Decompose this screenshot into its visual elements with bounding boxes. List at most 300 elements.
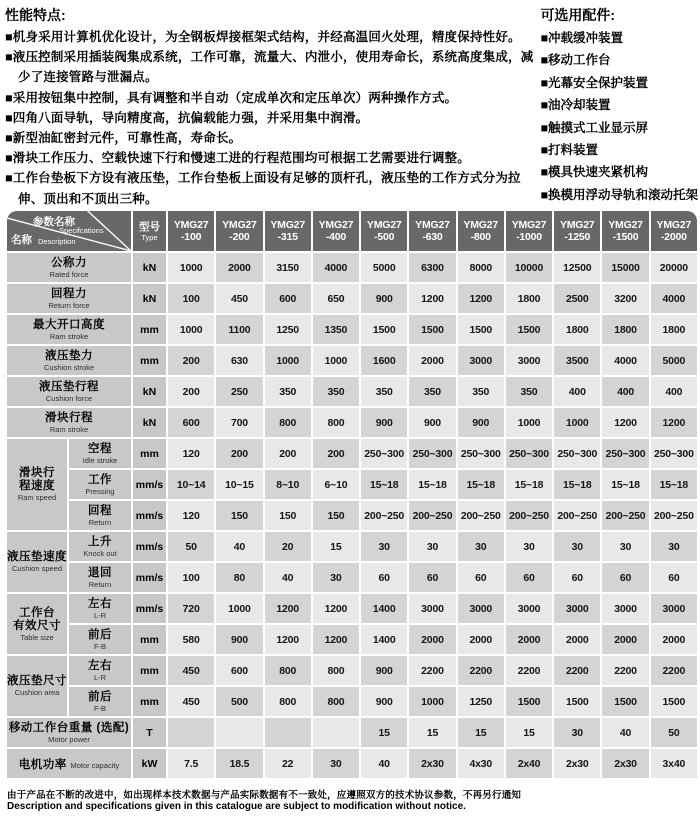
spec-value-cell: 3200 [602, 284, 648, 313]
spec-value-cell: 200~250 [651, 501, 697, 530]
spec-value-cell: 1500 [409, 315, 455, 344]
spec-value-cell: 200~250 [458, 501, 504, 530]
spec-value-cell: 3000 [651, 594, 697, 623]
unit-cell: mm [133, 315, 166, 344]
footer-note-en: Description and specifications given in this catalogue are subject to modification without notice. [7, 801, 466, 812]
table-row [7, 470, 697, 499]
row-label-zh: 移动工作台重量 (选配) [8, 721, 130, 734]
model-name: YMG27 [366, 218, 402, 231]
spec-value-cell: 1500 [506, 687, 552, 716]
spec-value-cell: 450 [216, 284, 262, 313]
spec-value-cell: 1000 [554, 408, 600, 437]
model-header-cell [651, 211, 697, 251]
spec-value-cell: 30 [651, 532, 697, 561]
spec-value-cell: 30 [554, 532, 600, 561]
spec-value-cell: 250 [216, 377, 262, 406]
spec-value-cell: 1500 [458, 315, 504, 344]
spec-value-cell: 200 [216, 439, 262, 468]
row-sub-label [69, 656, 131, 685]
spec-value-cell: 150 [265, 501, 311, 530]
model-number: -315 [277, 231, 298, 243]
model-number: -400 [325, 231, 347, 243]
model-name: YMG27 [463, 218, 499, 231]
spec-value-cell: 600 [265, 284, 311, 313]
spec-value-cell: 1400 [361, 594, 407, 623]
spec-value-cell: 2x30 [409, 749, 455, 778]
table-corner-cell [7, 211, 131, 251]
model-header-cell [168, 211, 214, 251]
spec-value-cell: 7.5 [168, 749, 214, 778]
corner-label-specs-zh: 参数名称 [33, 216, 75, 228]
row-sub-label [69, 439, 131, 468]
row-label-en: Motor power [48, 734, 90, 744]
spec-value-cell: 350 [265, 377, 311, 406]
spec-value-cell: 3000 [458, 346, 504, 375]
spec-value-cell: 250~300 [409, 439, 455, 468]
spec-value-cell: 1000 [313, 346, 359, 375]
spec-table [5, 209, 699, 780]
row-group-label [7, 656, 67, 716]
spec-value-cell: 800 [313, 408, 359, 437]
row-label-en: Return force [48, 300, 90, 310]
spec-table-head-row [7, 211, 697, 251]
spec-value-cell: 900 [361, 284, 407, 313]
row-group-label-zh: 程速度 [19, 480, 55, 492]
table-row [7, 346, 697, 375]
spec-value-cell: 150 [216, 501, 262, 530]
row-label [7, 346, 131, 375]
unit-cell: mm [133, 656, 166, 685]
spec-value-cell: 2x30 [602, 749, 648, 778]
spec-value-cell: 800 [313, 687, 359, 716]
spec-value-cell: 600 [216, 656, 262, 685]
spec-value-cell: 800 [265, 687, 311, 716]
spec-value-cell: 900 [458, 408, 504, 437]
row-group-label-en: Cushion speed [11, 564, 63, 573]
row-sub-label-en: Idle stroke [82, 455, 118, 465]
model-name: YMG27 [173, 218, 209, 231]
spec-value-cell: 1200 [265, 594, 311, 623]
row-label [7, 284, 131, 313]
spec-value-cell: 900 [361, 408, 407, 437]
spec-value-cell: 2x40 [506, 749, 552, 778]
row-group-label-en: Ram speed [17, 493, 57, 502]
row-group-label-en: Table size [20, 632, 54, 642]
row-sub-label-en: F-B [93, 703, 107, 713]
spec-value-cell: 60 [602, 563, 648, 592]
model-name: YMG27 [318, 218, 354, 231]
row-label [7, 749, 131, 778]
spec-value-cell: 60 [361, 563, 407, 592]
spec-value-cell: 30 [554, 718, 600, 747]
spec-value-cell: 1000 [506, 408, 552, 437]
spec-value-cell: 400 [602, 377, 648, 406]
spec-value-cell: 15~18 [506, 470, 552, 499]
row-sub-label-en: L-R [93, 672, 107, 682]
type-header-en: Type [141, 232, 158, 242]
spec-value-cell: 2200 [651, 656, 697, 685]
feature-item: ■滑块工作压力、空载快速下行和慢速工进的行程范围均可根据工艺需要进行调整。 [5, 151, 470, 166]
spec-value-cell: 15 [313, 532, 359, 561]
spec-value-cell: 200~250 [602, 501, 648, 530]
spec-value-cell: 2500 [554, 284, 600, 313]
spec-value-cell: 1800 [602, 315, 648, 344]
spec-value-cell: 1200 [409, 284, 455, 313]
spec-value-cell: 5000 [651, 346, 697, 375]
unit-cell: mm [133, 439, 166, 468]
spec-value-cell: 2000 [216, 253, 262, 282]
spec-value-cell: 2000 [458, 625, 504, 654]
spec-value-cell: 1500 [506, 315, 552, 344]
spec-value-cell: 1200 [313, 594, 359, 623]
spec-value-cell: 40 [216, 532, 262, 561]
feature-item: ■新型油缸密封元件，可靠性高，寿命长。 [5, 131, 242, 146]
table-row [7, 253, 697, 282]
spec-value-cell: 40 [265, 563, 311, 592]
spec-value-cell: 1350 [313, 315, 359, 344]
type-header-cell [133, 211, 166, 251]
unit-cell: mm/s [133, 563, 166, 592]
spec-value-cell: 250~300 [651, 439, 697, 468]
accessory-item: ■冲载缓冲装置 [540, 31, 623, 45]
table-row [7, 594, 697, 623]
spec-value-cell: 1200 [265, 625, 311, 654]
spec-value-cell: 10000 [506, 253, 552, 282]
spec-value-cell: 15~18 [361, 470, 407, 499]
row-group-label [7, 439, 67, 530]
row-sub-label-en: F-B [93, 641, 107, 651]
row-label-zh: 液压垫力 [45, 349, 93, 362]
spec-value-cell: 900 [409, 408, 455, 437]
row-label [7, 408, 131, 437]
spec-value-cell: 1000 [168, 253, 214, 282]
spec-value-cell: 18.5 [216, 749, 262, 778]
spec-value-cell: 100 [168, 284, 214, 313]
table-row [7, 377, 697, 406]
spec-value-cell: 2200 [506, 656, 552, 685]
model-number: -1500 [612, 231, 639, 243]
spec-value-cell: 60 [409, 563, 455, 592]
spec-value-cell: 1500 [651, 687, 697, 716]
spec-value-cell: 15~18 [458, 470, 504, 499]
spec-value-cell: 3000 [602, 594, 648, 623]
table-row [7, 501, 697, 530]
model-name: YMG27 [415, 218, 450, 231]
row-label-zh: 液压垫行程 [39, 380, 99, 393]
spec-value-cell: 40 [361, 749, 407, 778]
feature-item: ■机身采用计算机优化设计，为全钢板焊接框架式结构，并经高温回火处理，精度保持性好。 [5, 30, 521, 44]
spec-value-cell: 15 [361, 718, 407, 747]
corner-label-name-zh: 名称 [11, 234, 32, 246]
unit-cell: mm [133, 687, 166, 716]
spec-value-cell [313, 718, 359, 747]
model-number: -500 [374, 231, 395, 243]
row-sub-label-zh: 回程 [88, 504, 112, 517]
spec-value-cell: 1800 [651, 315, 697, 344]
row-group-label-en: Cushion area [14, 688, 60, 697]
row-label [7, 718, 131, 747]
spec-value-cell: 1600 [361, 346, 407, 375]
spec-value-cell: 60 [554, 563, 600, 592]
spec-value-cell: 4000 [651, 284, 697, 313]
spec-value-cell: 1500 [554, 687, 600, 716]
spec-value-cell: 1000 [168, 315, 214, 344]
spec-value-cell: 200~250 [361, 501, 407, 530]
model-header-cell [409, 211, 455, 251]
unit-cell: mm/s [133, 501, 166, 530]
row-label-en: Ram stroke [49, 424, 89, 434]
spec-value-cell: 900 [361, 656, 407, 685]
spec-value-cell: 22 [265, 749, 311, 778]
spec-value-cell: 100 [168, 563, 214, 592]
model-name: YMG27 [270, 218, 305, 231]
spec-value-cell: 30 [506, 532, 552, 561]
accessory-item: ■油冷却装置 [540, 98, 611, 113]
spec-value-cell: 20 [265, 532, 311, 561]
spec-value-cell: 20000 [651, 253, 697, 282]
spec-value-cell: 2000 [602, 625, 648, 654]
table-row [7, 315, 697, 344]
row-sub-label [69, 563, 131, 592]
spec-value-cell: 15~18 [409, 470, 455, 499]
row-group-label-zh: 工作台 [19, 606, 55, 619]
row-group-label-zh: 滑块行 [19, 467, 55, 479]
spec-value-cell: 8000 [458, 253, 504, 282]
row-sub-label-zh: 空程 [88, 442, 112, 455]
spec-value-cell: 2200 [602, 656, 648, 685]
spec-value-cell: 1800 [506, 284, 552, 313]
row-sub-label-en: Knock out [83, 548, 117, 558]
spec-value-cell: 800 [313, 656, 359, 685]
spec-value-cell: 2200 [409, 656, 455, 685]
spec-value-cell: 450 [168, 656, 214, 685]
spec-value-cell: 580 [168, 625, 214, 654]
model-number: -200 [229, 231, 250, 243]
table-row [7, 532, 697, 561]
table-row [7, 625, 697, 654]
model-number: -1250 [564, 231, 591, 243]
spec-value-cell: 120 [168, 439, 214, 468]
unit-cell: mm/s [133, 532, 166, 561]
row-sub-label-zh: 上升 [88, 535, 112, 548]
table-row [7, 749, 697, 778]
spec-value-cell [168, 718, 214, 747]
spec-value-cell: 350 [409, 377, 455, 406]
spec-value-cell: 3000 [554, 594, 600, 623]
spec-value-cell [216, 718, 262, 747]
row-label-en: Cushion force [45, 393, 93, 403]
table-row [7, 563, 697, 592]
spec-value-cell: 60 [506, 563, 552, 592]
model-header-cell [313, 211, 359, 251]
spec-value-cell: 2x30 [554, 749, 600, 778]
spec-value-cell: 15~18 [651, 470, 697, 499]
row-sub-label [69, 470, 131, 499]
spec-value-cell: 120 [168, 501, 214, 530]
unit-cell: mm/s [133, 594, 166, 623]
accessory-item: ■触摸式工业显示屏 [540, 120, 648, 135]
spec-value-cell: 3000 [458, 594, 504, 623]
spec-value-cell: 200~250 [506, 501, 552, 530]
spec-value-cell: 450 [168, 687, 214, 716]
spec-value-cell: 60 [651, 563, 697, 592]
spec-value-cell [265, 718, 311, 747]
spec-value-cell: 1500 [361, 315, 407, 344]
model-number: -630 [422, 231, 443, 243]
row-sub-label-zh: 左右 [88, 659, 112, 672]
row-label-zh: 电机功率 [18, 758, 71, 771]
spec-value-cell: 1100 [216, 315, 262, 344]
spec-value-cell: 30 [409, 532, 455, 561]
table-row [7, 439, 697, 468]
spec-value-cell: 600 [168, 408, 214, 437]
spec-value-cell: 15000 [602, 253, 648, 282]
spec-value-cell: 50 [651, 718, 697, 747]
spec-value-cell: 4000 [313, 253, 359, 282]
model-name: YMG27 [656, 218, 692, 231]
row-label-zh: 公称力 [51, 256, 87, 269]
spec-value-cell: 500 [216, 687, 262, 716]
spec-value-cell: 350 [458, 377, 504, 406]
row-group-label [7, 594, 67, 654]
row-sub-label-en: L-R [93, 610, 107, 620]
row-sub-label [69, 594, 131, 623]
accessory-item: ■模具快速夹紧机构 [540, 165, 648, 180]
top-section [5, 5, 698, 207]
spec-value-cell: 15 [458, 718, 504, 747]
row-sub-label-zh: 左右 [88, 597, 112, 610]
table-row [7, 656, 697, 685]
spec-value-cell: 12500 [554, 253, 600, 282]
spec-value-cell: 1800 [554, 315, 600, 344]
corner-label-name-en: Description [38, 237, 76, 246]
spec-value-cell: 6~10 [313, 470, 359, 499]
spec-value-cell: 80 [216, 563, 262, 592]
row-sub-label-zh: 前后 [88, 628, 112, 641]
spec-value-cell: 3150 [265, 253, 311, 282]
model-header-cell [265, 211, 311, 251]
row-label-en: Motor capacity [70, 760, 120, 770]
row-sub-label-en: Return [88, 517, 112, 527]
model-name: YMG27 [608, 218, 643, 231]
spec-value-cell: 800 [265, 656, 311, 685]
spec-value-cell: 3000 [506, 594, 552, 623]
spec-value-cell: 900 [216, 625, 262, 654]
spec-value-cell: 3000 [506, 346, 552, 375]
spec-value-cell: 3x40 [651, 749, 697, 778]
row-label [7, 253, 131, 282]
accessory-item: ■打料装置 [540, 143, 598, 158]
spec-value-cell: 30 [602, 532, 648, 561]
spec-value-cell: 1200 [602, 408, 648, 437]
row-sub-label [69, 687, 131, 716]
row-sub-label [69, 532, 131, 561]
spec-value-cell: 400 [651, 377, 697, 406]
spec-value-cell: 1000 [409, 687, 455, 716]
feature-item: ■液压控制采用插装阀集成系统，工作可靠，流量大、内泄小，使用寿命长，系统高度集成，减少了连接管路与泄漏点。 [5, 50, 534, 85]
model-header-cell [458, 211, 504, 251]
spec-value-cell: 2000 [409, 346, 455, 375]
unit-cell: kN [133, 408, 166, 437]
features-title: 性能特点: [5, 7, 66, 23]
row-group-label-zh: 液压垫速度 [7, 551, 67, 563]
spec-value-cell: 5000 [361, 253, 407, 282]
row-label [7, 377, 131, 406]
row-label-en: Ram stroke [49, 331, 89, 341]
table-row [7, 687, 697, 716]
corner-label-specs-en: Specifcations [59, 226, 104, 235]
row-sub-label [69, 625, 131, 654]
spec-value-cell: 250~300 [554, 439, 600, 468]
row-sub-label-zh: 前后 [88, 690, 112, 703]
model-header-cell [602, 211, 648, 251]
spec-value-cell: 4x30 [458, 749, 504, 778]
spec-value-cell: 6300 [409, 253, 455, 282]
row-sub-label-zh: 工作 [88, 473, 112, 486]
spec-value-cell: 200~250 [554, 501, 600, 530]
row-label-en: Rated force [49, 269, 89, 279]
model-number: -100 [181, 231, 202, 243]
unit-cell: kN [133, 377, 166, 406]
spec-value-cell: 150 [313, 501, 359, 530]
row-label-zh: 回程力 [51, 287, 87, 300]
spec-value-cell: 650 [313, 284, 359, 313]
unit-cell: kW [133, 749, 166, 778]
row-sub-label-en: Pressing [85, 486, 115, 496]
spec-value-cell: 10~14 [168, 470, 214, 499]
spec-value-cell: 40 [602, 718, 648, 747]
spec-value-cell: 15~18 [554, 470, 600, 499]
spec-value-cell: 2200 [554, 656, 600, 685]
table-row [7, 284, 697, 313]
spec-value-cell: 1200 [313, 625, 359, 654]
spec-value-cell: 250~300 [458, 439, 504, 468]
accessories-title: 可选用配件: [540, 7, 616, 23]
spec-value-cell: 30 [458, 532, 504, 561]
model-header-cell [554, 211, 600, 251]
row-label-zh: 最大开口高度 [33, 318, 105, 331]
spec-value-cell: 1000 [265, 346, 311, 375]
spec-value-cell: 800 [265, 408, 311, 437]
spec-value-cell: 2000 [409, 625, 455, 654]
model-name: YMG27 [559, 218, 595, 231]
row-sub-label [69, 501, 131, 530]
model-header-cell [216, 211, 262, 251]
footer-note [7, 787, 698, 812]
spec-value-cell: 1250 [458, 687, 504, 716]
row-group-label-zh: 有效尺寸 [13, 619, 61, 632]
spec-value-cell: 2000 [651, 625, 697, 654]
spec-value-cell: 1250 [265, 315, 311, 344]
spec-value-cell: 3000 [409, 594, 455, 623]
spec-value-cell: 630 [216, 346, 262, 375]
spec-value-cell: 350 [361, 377, 407, 406]
spec-value-cell: 2000 [506, 625, 552, 654]
table-row [7, 408, 697, 437]
spec-value-cell: 30 [313, 749, 359, 778]
accessories-section [540, 5, 698, 207]
model-number: -800 [470, 231, 491, 243]
feature-item: ■四角八面导轨，导向精度高，抗偏载能力强，并采用集中润滑。 [5, 110, 369, 125]
unit-cell: kN [133, 253, 166, 282]
spec-value-cell: 60 [458, 563, 504, 592]
row-sub-label-zh: 退回 [88, 566, 112, 579]
spec-value-cell: 1200 [651, 408, 697, 437]
row-group-label [7, 532, 67, 592]
unit-cell: mm [133, 625, 166, 654]
spec-value-cell: 250~300 [361, 439, 407, 468]
spec-value-cell: 15 [409, 718, 455, 747]
